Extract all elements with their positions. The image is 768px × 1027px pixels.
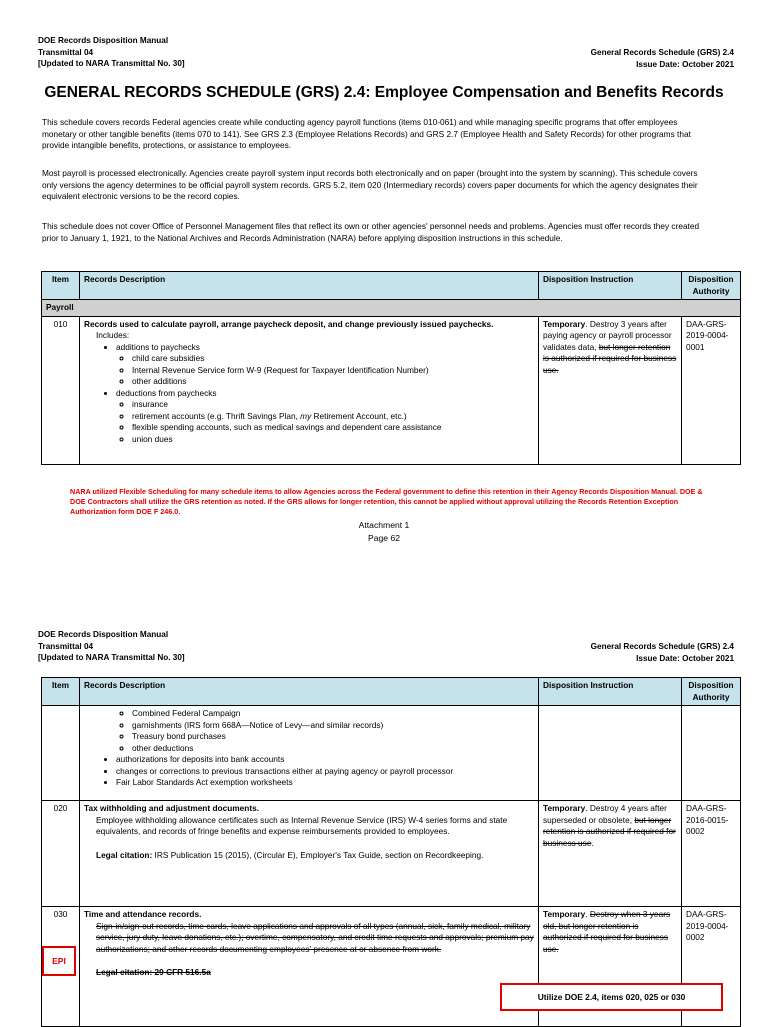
page2-header-left bbox=[38, 629, 185, 664]
nara-update: [Updated to NARA Transmittal No. 30] bbox=[38, 59, 185, 68]
disposition-authority: DAA-GRS-2019-0004-0001 bbox=[682, 316, 741, 464]
col-item: Item bbox=[42, 678, 80, 706]
page1-header-left bbox=[38, 35, 185, 70]
list-item: ◦ insurance bbox=[132, 399, 534, 411]
item-number: 030 bbox=[42, 907, 80, 1027]
page1-header-right bbox=[591, 47, 734, 70]
item-number: 020 bbox=[42, 801, 80, 907]
table-header-row bbox=[42, 678, 741, 706]
schedule-table-page1 bbox=[41, 271, 741, 465]
attachment-label: Attachment 1 bbox=[358, 520, 410, 530]
schedule-table-page2 bbox=[41, 677, 741, 1027]
col-disposition: Disposition Instruction bbox=[539, 272, 682, 300]
intro-paragraph-2: Most payroll is processed electronically. Agencies create payroll system input records both electronically and on paper (brought into the system by scanning). This schedule covers only versions the agency determines to be official payroll system records. GRS 5.2, item 020 (Intermediary records) covers paper documents for which the agency designates their equivalent electronic versions to be the record copies. bbox=[42, 168, 698, 202]
legal-citation: Legal citation: IRS Publication 15 (2015), (Circular E), Employer's Tax Guide, section on Recordkeeping. bbox=[96, 849, 484, 860]
list-item: • additions to paychecks ◦ child care subsidies ◦ Internal Revenue Service form W-9 (Request for Taxpayer Identification Number) ◦ other additions bbox=[116, 342, 534, 388]
flexible-scheduling-note: NARA utilized Flexible Scheduling for many schedule items to allow Agencies across the Federal government to define this retention in their Agency Records Disposition Manual. DOE & DOE Contractors shall utilize the GRS retention as noted. If the GRS allows for longer retention, this cannot be applied without approval utilizing the Records Retention Exception Authorization form DOE F 246.0. bbox=[70, 487, 703, 517]
record-desc: Employee withholding allowance certificates such as Internal Revenue Service (IRS) W-4 series forms and state equivalents, and records of fringe benefits and expense reimbursements provided to employees. bbox=[96, 814, 508, 836]
table-row-020 bbox=[42, 801, 741, 907]
record-description bbox=[80, 907, 539, 1027]
record-description bbox=[80, 316, 539, 464]
col-item: Item bbox=[42, 272, 80, 300]
table-row-010-continued bbox=[42, 706, 741, 801]
nara-update: [Updated to NARA Transmittal No. 30] bbox=[38, 653, 185, 662]
page2-header-right bbox=[591, 641, 734, 664]
list-item: • Fair Labor Standards Act exemption worksheets bbox=[116, 777, 534, 789]
disposition-instruction: Temporary. Destroy 4 years after superseded or obsolete, but longer retention is authorized if required for business use. bbox=[539, 801, 682, 907]
list-item: • authorizations for deposits into bank accounts bbox=[116, 754, 534, 766]
manual-name: DOE Records Disposition Manual bbox=[38, 36, 169, 45]
section-row-payroll bbox=[42, 300, 741, 317]
list-item: ◦ child care subsidies bbox=[132, 353, 534, 365]
disposition-instruction: Temporary. Destroy 3 years after paying agency or payroll processor validates data, but longer retention is authorized if required for business use. bbox=[539, 316, 682, 464]
col-disposition: Disposition Instruction bbox=[539, 678, 682, 706]
record-title: Records used to calculate payroll, arrange paycheck deposit, and change previously issued paychecks. bbox=[84, 318, 494, 329]
list-item: ◦ retirement accounts (e.g. Thrift Savings Plan, my Retirement Account, etc.) bbox=[132, 411, 534, 423]
list-item: ◦ other additions bbox=[132, 376, 534, 388]
col-description: Records Description bbox=[80, 272, 539, 300]
list-item: • deductions from paychecks ◦ insurance ◦ retirement accounts (e.g. Thrift Savings Plan, my Retirement Account, etc.) ◦ flexible spending accounts, such as medical savings and dependent care assistance ◦ union dues bbox=[116, 388, 534, 446]
page-title: GENERAL RECORDS SCHEDULE (GRS) 2.4: Employee Compensation and Benefits Records bbox=[44, 84, 724, 101]
page-footer bbox=[0, 519, 768, 544]
record-title: Tax withholding and adjustment documents. bbox=[84, 803, 260, 813]
list-item: • changes or corrections to previous transactions either at paying agency or payroll processor bbox=[116, 766, 534, 778]
table-header-row bbox=[42, 272, 741, 300]
legal-citation: Legal citation: 29 CFR 516.5a bbox=[96, 967, 211, 977]
record-desc: Sign-in/sign-out records, time cards, leave applications and approvals of all types (annual, sick, family medical, military service, jury duty, leave donations, etc.); overtime, compensatory, and credit time requests and approvals; premium pay authorizations; and other records documenting employees' presence at or absence from work. bbox=[96, 920, 534, 954]
record-description bbox=[80, 706, 539, 801]
epi-badge: EPI bbox=[42, 946, 76, 976]
issue-date: Issue Date: October 2021 bbox=[636, 59, 734, 69]
intro-paragraph-3: This schedule does not cover Office of Personnel Management files that reflect its own or other agencies' personnel needs and problems. Agencies must offer records they created prior to January 1, 1921, to the National Archives and Records Administration (NARA) before applying disposition instructions in this schedule. bbox=[42, 221, 700, 243]
col-authority: Disposition Authority bbox=[682, 678, 741, 706]
issue-date: Issue Date: October 2021 bbox=[636, 653, 734, 663]
col-authority: Disposition Authority bbox=[682, 272, 741, 300]
transmittal: Transmittal 04 bbox=[38, 641, 94, 651]
list-item: ◦ union dues bbox=[132, 434, 534, 446]
list-item: ◦ garnishments (IRS form 668A—Notice of Levy—and similar records) bbox=[132, 720, 534, 732]
table-row-010 bbox=[42, 316, 741, 464]
list-item: ◦ Combined Federal Campaign bbox=[132, 708, 534, 720]
disposition-instruction: Temporary. Destroy when 3 years old, but longer retention is authorized if required for business use. bbox=[539, 907, 682, 1027]
disposition-authority: DAA-GRS-2019-0004-0002 bbox=[682, 907, 741, 1027]
list-item: ◦ other deductions bbox=[132, 743, 534, 755]
list-item: ◦ Internal Revenue Service form W-9 (Request for Taxpayer Identification Number) bbox=[132, 365, 534, 377]
intro-paragraph-1: This schedule covers records Federal agencies create while conducting agency payroll functions (items 010-061) and while managing specific programs that offer employees monetary or other tangible benefits (items 070 to 141). See GRS 2.3 (Employee Relations Records) and GRS 2.7 (Employee Health and Safety Records) for other programs that provide intangible benefits, protections, or assistance to employees. bbox=[42, 117, 691, 151]
disposition-authority: DAA-GRS-2016-0015-0002 bbox=[682, 801, 741, 907]
record-description bbox=[80, 801, 539, 907]
list-item: ◦ flexible spending accounts, such as medical savings and dependent care assistance bbox=[132, 422, 534, 434]
manual-name: DOE Records Disposition Manual bbox=[38, 630, 169, 639]
section-label: Payroll bbox=[42, 300, 741, 317]
record-title: Time and attendance records. bbox=[84, 909, 202, 919]
schedule-name: General Records Schedule (GRS) 2.4 bbox=[590, 48, 734, 57]
includes-label: Includes: bbox=[96, 330, 130, 340]
utilize-note-box: Utilize DOE 2.4, items 020, 025 or 030 bbox=[500, 983, 723, 1011]
schedule-name: General Records Schedule (GRS) 2.4 bbox=[590, 642, 734, 651]
col-description: Records Description bbox=[80, 678, 539, 706]
page-number: Page 62 bbox=[367, 532, 401, 543]
transmittal: Transmittal 04 bbox=[38, 47, 94, 57]
list-item: ◦ Treasury bond purchases bbox=[132, 731, 534, 743]
item-number: 010 bbox=[42, 316, 80, 464]
